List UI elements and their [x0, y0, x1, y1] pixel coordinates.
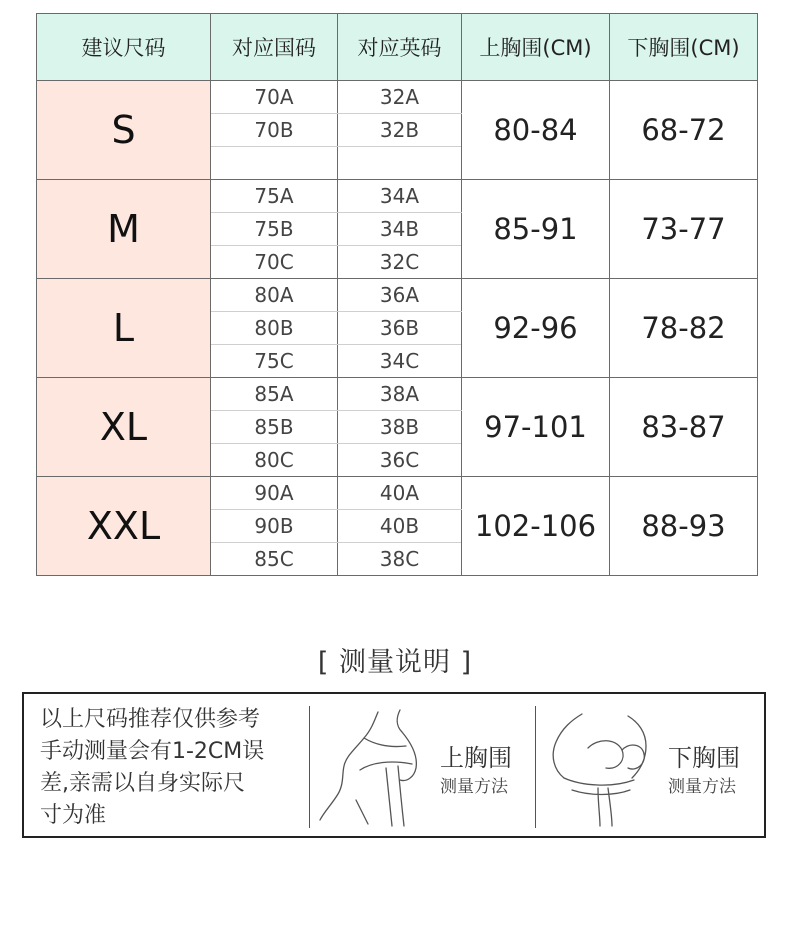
uk-code: 34B — [338, 213, 462, 246]
size-label: L — [37, 279, 211, 378]
divider — [309, 706, 310, 828]
uk-code: 38C — [338, 543, 462, 576]
upper-bust-method-title: 上胸围 — [440, 744, 512, 772]
uk-code — [338, 147, 462, 180]
uk-code: 32C — [338, 246, 462, 279]
table-row — [37, 378, 758, 411]
uk-code: 36A — [338, 279, 462, 312]
under-bust-range: 68-72 — [610, 81, 758, 180]
measurement-note — [40, 704, 302, 832]
cn-code: 75C — [211, 345, 338, 378]
measurement-guide-box — [22, 692, 766, 838]
table-row — [37, 81, 758, 114]
upper-bust-range: 80-84 — [462, 81, 610, 180]
note-line: 寸为准 — [40, 803, 107, 828]
header-row — [37, 14, 758, 81]
under-bust-figure-icon — [542, 708, 662, 828]
cn-code: 90B — [211, 510, 338, 543]
cn-code: 70C — [211, 246, 338, 279]
uk-code: 36B — [338, 312, 462, 345]
cn-code: 80B — [211, 312, 338, 345]
size-label: XXL — [37, 477, 211, 576]
cn-code: 80C — [211, 444, 338, 477]
cn-code: 75A — [211, 180, 338, 213]
under-bust-range: 83-87 — [610, 378, 758, 477]
uk-code: 40B — [338, 510, 462, 543]
size-label: S — [37, 81, 211, 180]
cn-code: 70B — [211, 114, 338, 147]
header-upper-bust: 上胸围(CM) — [462, 14, 610, 81]
table-row — [37, 477, 758, 510]
size-label: M — [37, 180, 211, 279]
upper-bust-range: 97-101 — [462, 378, 610, 477]
size-chart-table — [36, 13, 758, 576]
uk-code: 32B — [338, 114, 462, 147]
table-row — [37, 180, 758, 213]
header-suggested-size: 建议尺码 — [37, 14, 211, 81]
uk-code: 34C — [338, 345, 462, 378]
upper-bust-range: 85-91 — [462, 180, 610, 279]
header-under-bust: 下胸围(CM) — [610, 14, 758, 81]
cn-code: 90A — [211, 477, 338, 510]
upper-bust-range: 102-106 — [462, 477, 610, 576]
cn-code: 85B — [211, 411, 338, 444]
under-bust-range: 78-82 — [610, 279, 758, 378]
measurement-guide-title: [ 测量说明 ] — [317, 647, 473, 678]
uk-code: 40A — [338, 477, 462, 510]
note-line: 差,亲需以自身实际尺 — [40, 771, 245, 796]
upper-bust-range: 92-96 — [462, 279, 610, 378]
uk-code: 34A — [338, 180, 462, 213]
upper-bust-method-sub: 测量方法 — [440, 777, 508, 797]
cn-code: 85A — [211, 378, 338, 411]
cn-code: 85C — [211, 543, 338, 576]
under-bust-range: 88-93 — [610, 477, 758, 576]
table-row — [37, 279, 758, 312]
under-bust-range: 73-77 — [610, 180, 758, 279]
note-line: 手动测量会有1-2CM误 — [40, 739, 265, 764]
header-uk-size: 对应英码 — [338, 14, 462, 81]
cn-code — [211, 147, 338, 180]
note-line: 以上尺码推荐仅供参考 — [40, 707, 261, 732]
under-bust-method-title: 下胸围 — [668, 744, 740, 772]
cn-code: 70A — [211, 81, 338, 114]
cn-code: 75B — [211, 213, 338, 246]
header-cn-size: 对应国码 — [211, 14, 338, 81]
uk-code: 32A — [338, 81, 462, 114]
upper-bust-figure-icon — [316, 708, 432, 828]
size-label: XL — [37, 378, 211, 477]
uk-code: 36C — [338, 444, 462, 477]
uk-code: 38A — [338, 378, 462, 411]
cn-code: 80A — [211, 279, 338, 312]
divider — [535, 706, 536, 828]
under-bust-method-sub: 测量方法 — [668, 777, 736, 797]
uk-code: 38B — [338, 411, 462, 444]
